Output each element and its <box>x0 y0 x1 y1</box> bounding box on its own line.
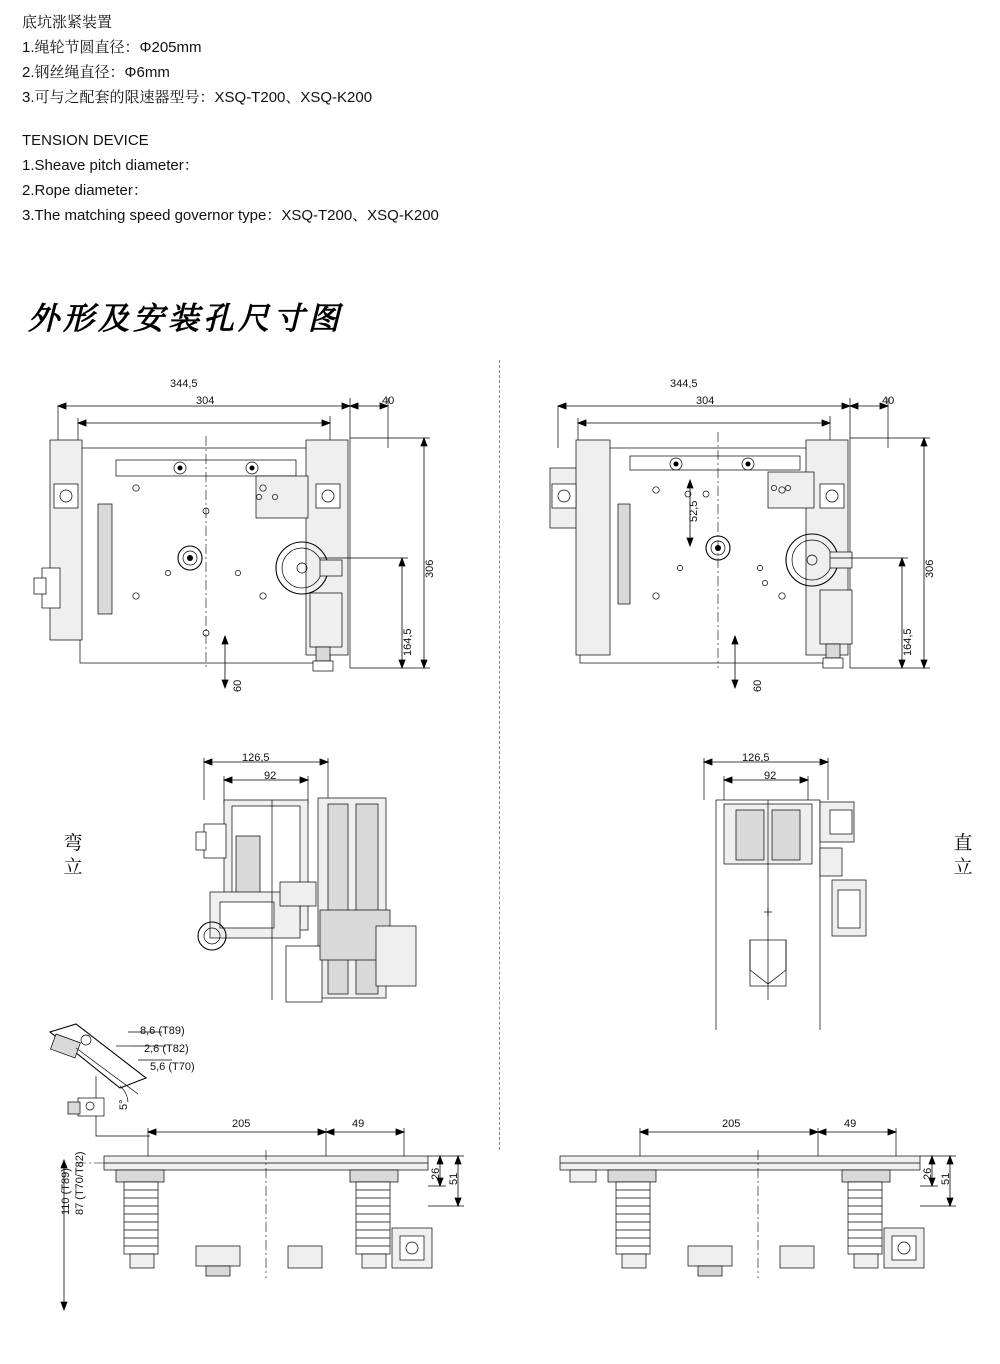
dim-top-overall-right: 344,5 <box>670 378 698 390</box>
spec-line-en-1: 1.Sheave pitch diameter： <box>22 157 199 174</box>
dim-mid-overall-left: 126,5 <box>242 752 270 764</box>
spec-heading-cn: 底坑涨紧装置 <box>22 14 113 31</box>
drawing-left-bottom-view <box>20 1010 490 1340</box>
note-height-87-left: 87 (T70/T82) <box>74 1151 86 1215</box>
drawing-right-front-view <box>520 368 980 728</box>
spec-gap <box>22 110 722 128</box>
view-label-right-char-2: 立 <box>953 857 973 878</box>
dim-49-left: 49 <box>352 1118 365 1130</box>
dim-60-left: 60 <box>232 679 244 692</box>
note-height-110-left: 110 (T89) <box>60 1168 72 1215</box>
dim-height-306-right: 306 <box>924 559 936 578</box>
center-divider <box>499 360 501 1150</box>
spec-line-cn-1: 1.绳轮节圆直径：Φ205mm <box>22 39 202 56</box>
dim-angle-5-left: 5° <box>118 1099 130 1110</box>
dim-height-1645-right: 164,5 <box>902 628 914 656</box>
dim-60-right: 60 <box>752 679 764 692</box>
dim-mid-inner-right: 92 <box>764 770 777 782</box>
spec-line-en-2: 2.Rope diameter： <box>22 182 148 199</box>
dim-mid-overall-right: 126,5 <box>742 752 770 764</box>
drawing-right-bottom-view <box>530 1010 980 1340</box>
dim-205-left: 205 <box>232 1118 251 1130</box>
drawing-left-front-view <box>20 368 480 728</box>
drawing-left-side-view <box>180 740 480 1030</box>
view-label-left-char-1: 弯 <box>63 833 83 854</box>
dim-top-right-right: 40 <box>882 395 895 407</box>
dim-26-left: 26 <box>430 1167 442 1180</box>
spec-line-en-3: 3.The matching speed governor type：XSQ-T200、XSQ-K200 <box>22 207 439 224</box>
view-label-left <box>62 832 84 880</box>
dim-height-1645-left: 164,5 <box>402 628 414 656</box>
dim-height-306-left: 306 <box>424 559 436 578</box>
dim-top-right-left: 40 <box>382 395 395 407</box>
spec-line-cn-2: 2.钢丝绳直径：Φ6mm <box>22 64 170 81</box>
dim-top-overall-left: 344,5 <box>170 378 198 390</box>
note-t82-left: 2,6 (T82) <box>144 1043 189 1055</box>
view-label-right-char-1: 直 <box>953 833 973 854</box>
spec-line-cn-3: 3.可与之配套的限速器型号：XSQ-T200、XSQ-K200 <box>22 89 373 106</box>
dim-525-right: 52,5 <box>688 500 700 522</box>
spec-block <box>22 10 722 228</box>
dim-top-inner-right: 304 <box>696 395 715 407</box>
dim-51-right: 51 <box>940 1172 952 1185</box>
dim-mid-inner-left: 92 <box>264 770 277 782</box>
spec-heading-en: TENSION DEVICE <box>22 132 149 149</box>
drawing-right-side-view <box>680 740 980 1030</box>
note-t70-left: 5,6 (T70) <box>150 1061 195 1073</box>
dim-49-right: 49 <box>844 1118 857 1130</box>
dim-top-inner-left: 304 <box>196 395 215 407</box>
view-label-left-char-2: 立 <box>63 857 83 878</box>
dim-51-left: 51 <box>448 1172 460 1185</box>
section-title: 外形及安装孔尺寸图 <box>28 301 343 336</box>
dim-26-right: 26 <box>922 1167 934 1180</box>
dim-205-right: 205 <box>722 1118 741 1130</box>
note-t89-left: 8,6 (T89) <box>140 1025 185 1037</box>
